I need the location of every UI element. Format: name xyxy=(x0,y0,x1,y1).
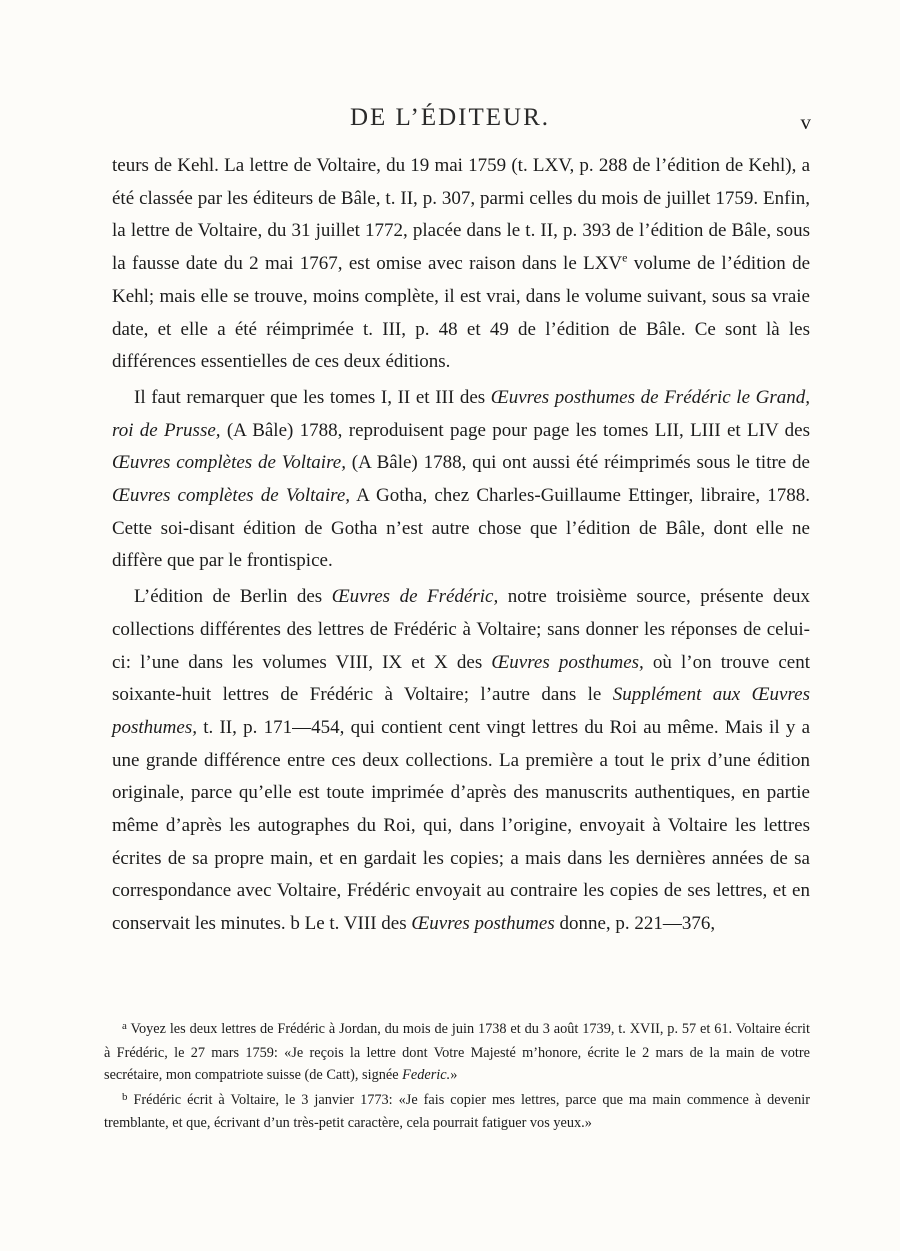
paragraph-3: L’édition de Berlin des Œuvres de Frédéric, notre troisième source, présente deux collections différentes des lettres de Frédéric à Voltaire; sans donner les réponses de celui-ci: l’une dans les volumes VIII, IX et X des Œuvres posthumes, où l’on trouve cent soixante-huit lettres de Frédéric à Voltaire; l’autre dans le Supplément aux Œuvres posthumes, t. II, p. 171—454, qui contient cent vingt lettres du Roi au même. Mais il y a une grande différence entre ces deux collections. La première a tout le prix d’une édition originale, parce qu’elle est toute imprimée d’après des manuscrits authentiques, en partie même d’après les autographes du Roi, qui, dans l’origine, envoyait à Voltaire les lettres écrites de sa propre main, et en gardait les copies; a mais dans les dernières années de sa correspondance avec Voltaire, Frédéric envoyait au contraire les copies de ses lettres, et en conservait les minutes. b Le t. VIII des Œuvres posthumes donne, p. 221—376, xyxy=(112,586,811,935)
paragraph-1: teurs de Kehl. La lettre de Voltaire, du 19 mai 1759 (t. LXV, p. 288 de l’édition de Kehl), a été classée par les éditeurs de Bâle, t. II, p. 307, parmi celles du mois de juillet 1759. Enfin, la lettre de Voltaire, du 31 juillet 1772, placée dans le t. II, p. 393 de l’édition de Bâle, sous la fausse date du 2 mai 1767, est omise avec raison dans le LXVe volume de l’édition de Kehl; mais elle se trouve, moins complète, il est vrai, dans le volume suivant, sous sa vraie date, et elle a été réimprimée t. III, p. 48 et 49 de l’édition de Bâle. Ce sont là les différences essentielles de ces deux éditions. xyxy=(112,155,811,373)
paragraph-2: Il faut remarquer que les tomes I, II et III des Œuvres posthumes de Frédéric le Grand, roi de Prusse, (A Bâle) 1788, reproduisent page pour page les tomes LII, LIII et LIV des Œuvres complètes de Voltaire, (A Bâle) 1788, qui ont aussi été réimprimés sous le titre de Œuvres complètes de Voltaire, A Gotha, chez Charles-Guillaume Ettinger, libraire, 1788. Cette soi-disant édition de Gotha n’est autre chose que l’édition de Bâle, dont elle ne diffère que par le frontispice. xyxy=(112,386,810,572)
running-head xyxy=(0,104,900,138)
footnote-a: $^a$ Voyez les deux lettres de Frédéric à Jordan, du mois de juin 1738 et du 3 août 1739, t. XVII, p. 57 et 61. Voltaire écrit à Frédéric, le 27 mars 1759: «Je reçois la lettre dont Votre Majesté m’honore, écrite le 2 mars de la main de votre secrétaire, mon compatriote suisse (de Catt), signée Federic.» xyxy=(104,1020,810,1083)
footnote-b: $^b$ Frédéric écrit à Voltaire, le 3 janvier 1773: «Je fais copier mes lettres, parce que ma main commence à devenir tremblante, et que, écrivant d’un très-petit caractère, cela pourrait fatiguer vos yeux.» xyxy=(104,1090,810,1131)
footnote-mark: b xyxy=(122,1090,128,1103)
running-title: DE L’ÉDITEUR. xyxy=(349,104,551,131)
footnote-mark: a xyxy=(122,1020,127,1032)
body-text xyxy=(112,150,810,944)
footnotes xyxy=(104,1018,810,1137)
page-number: v xyxy=(800,110,812,134)
